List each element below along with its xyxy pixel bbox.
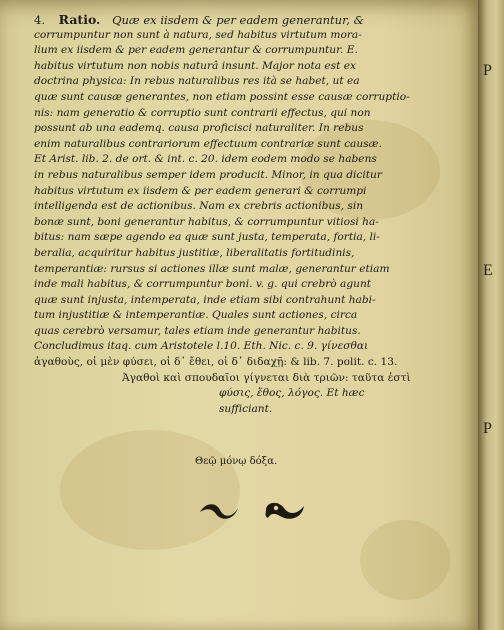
- text-line: intelligenda est de actionibus. Nam ex crebris actionibus, sin: [34, 200, 364, 213]
- text-line: habitus virtutum non nobis naturâ insunt. Major nota est ex: [34, 59, 356, 72]
- text-line: quæ sunt causæ generantes, non etiam possint esse causæ corruptio-: [34, 90, 410, 103]
- text-line: enim naturalibus contrariorum effectuum contrariæ sunt causæ.: [34, 137, 382, 150]
- text-line: nis: nam generatio & corruptio sunt contrarii effectus, qui non: [34, 106, 371, 119]
- text-line: lium ex iisdem & per eadem generantur & corrumpuntur. E.: [34, 44, 358, 57]
- text-line: inde mali habitus, & corrumpuntur boni. v. g. qui crebrò agunt: [34, 278, 372, 291]
- next-page-edge: [478, 0, 504, 630]
- text-line: quæ sunt injusta, intemperata, inde etiam sibi contrahunt habi-: [34, 293, 376, 306]
- greek-line-2: Ἀγαθοὶ καὶ σπουδαῖοι γίγνεται διὰ τριῶν: ταῦτα ἐστὶ: [122, 371, 411, 384]
- first-line: Quæ ex iisdem & per eadem generantur, &: [112, 13, 364, 27]
- text-line: temperantiæ: rursus si actiones illæ sunt malæ, generantur etiam: [34, 262, 390, 275]
- text-line: beralia, acquiritur habitus justitiæ, liberalitatis fortitudinis,: [34, 246, 355, 259]
- text-line: in rebus naturalibus semper idem producit. Minor, in qua dicitur: [34, 168, 382, 181]
- greek-line-1: ἀγαθοὺς, οἱ μὲν φύσει, οἱ δ᾽ ἔθει, οἱ δ᾽ διδαχῇ: & lib. 7. polit. c. 13.: [34, 356, 398, 369]
- page-text: [34, 12, 454, 417]
- body-lines: [34, 28, 454, 355]
- edge-letter-3: P: [483, 420, 492, 437]
- page-number: 4.: [34, 13, 45, 27]
- fleuron-ornament-right: [262, 498, 306, 522]
- greek-line-3: φύσις, ἔθος, λόγος. Et hæc: [219, 387, 365, 400]
- text-line: Et Arist. lib. 2. de ort. & int. c. 20. idem eodem modo se habens: [34, 153, 377, 166]
- closing-line: sufficiant.: [219, 402, 273, 415]
- text-line: tum injustitiæ & intemperantiæ. Quales sunt actiones, circa: [34, 309, 358, 322]
- text-line: habitus virtutum ex iisdem & per eadem generari & corrumpi: [34, 184, 367, 197]
- text-line: possunt ab una eademq. causa proficisci naturaliter. In rebus: [34, 122, 364, 135]
- text-line: bonæ sunt, boni generantur habitus, & corrumpuntur vitiosi ha-: [34, 215, 379, 228]
- text-line: Concludimus itaq. cum Aristotele l.10. Eth. Nic. c. 9. γίνεσθαι: [34, 340, 369, 353]
- header-line: [34, 12, 454, 28]
- text-line: quas cerebrò versamur, tales etiam inde generantur habitus.: [34, 324, 361, 337]
- text-line: bitus: nam sæpe agendo ea quæ sunt justa, temperata, fortia, li-: [34, 231, 380, 244]
- edge-letter-2: E: [483, 262, 493, 279]
- text-line: doctrina physica: In rebus naturalibus res ità se habet, ut ea: [34, 75, 360, 88]
- running-word: Ratio.: [58, 12, 101, 27]
- text-line: corrumpuntur non sunt à natura, sed habitus virtutum mora-: [34, 28, 362, 41]
- doxology: Θεῷ μόνῳ δόξα.: [195, 456, 278, 467]
- edge-letter-1: P: [483, 62, 492, 79]
- fleuron-ornament-left: [198, 498, 240, 522]
